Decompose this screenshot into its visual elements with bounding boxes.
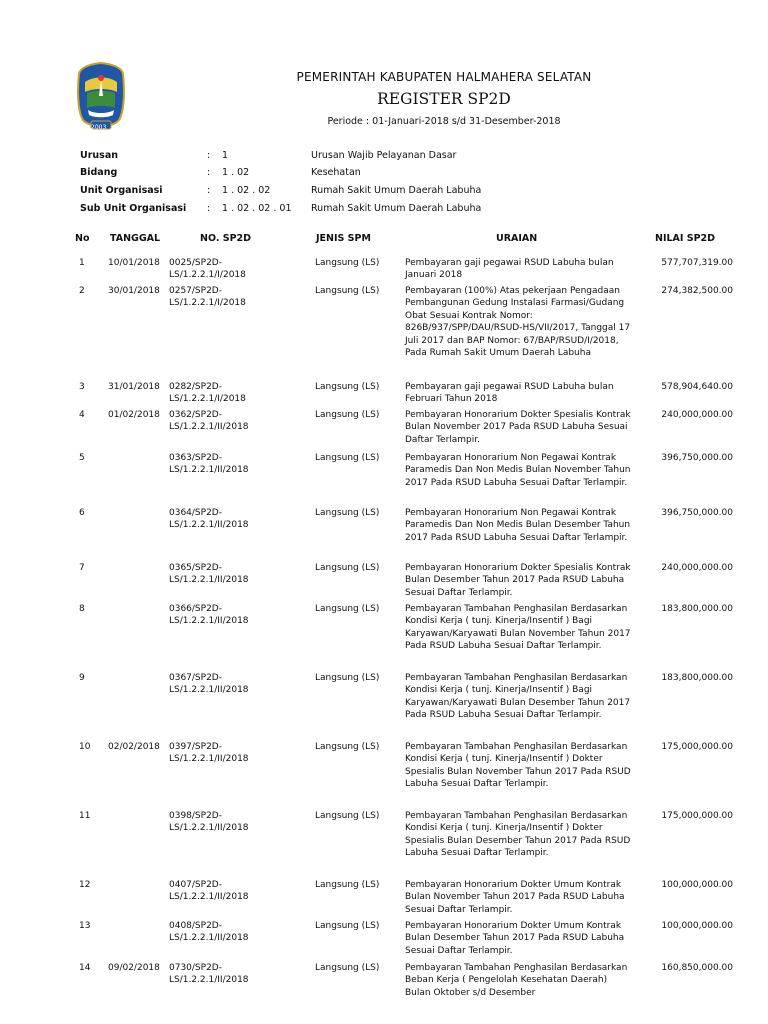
row-amount: 183,800,000.00	[661, 604, 733, 614]
row-amount: 100,000,000.00	[661, 880, 733, 890]
row-no: 6	[79, 508, 85, 518]
row-amount: 240,000,000.00	[661, 563, 733, 573]
row-description: Pembayaran Honorarium Dokter Spesialis Kontrak Bulan November 2017 Pada RSUD Labuha Sesuai Daftar Terlampir.	[405, 410, 631, 445]
emblem-year-caption: 2003	[91, 124, 107, 131]
row-description: Pembayaran Tambahan Penghasilan Berdasarkan Kondisi Kerja ( tunj. Kinerja/Insentif ) Dokter Spesialis Bulan November Tahun 2017 Pada RSUD Labuha Sesuai Daftar Terlampir.	[405, 742, 631, 790]
row-spm-type: Langsung (LS)	[315, 921, 380, 931]
row-description: Pembayaran Tambahan Penghasilan Berdasarkan Kondisi Kerja ( tunj. Kinerja/Insentif ) Bagi Karyawan/Karyawati Bulan November Tahun 2017 Pada RSUD Labuha Sesuai Daftar Terlampir.	[405, 604, 631, 652]
row-sp2d-number: 0363/SP2D-LS/1.2.2.1/II/2018	[169, 453, 249, 476]
row-no: 2	[79, 286, 85, 296]
row-spm-type: Langsung (LS)	[315, 963, 380, 973]
row-spm-type: Langsung (LS)	[315, 258, 380, 268]
row-description: Pembayaran Tambahan Penghasilan Berdasarkan Beban Kerja ( Pengelolah Kesehatan Daerah) Bulan Oktober s/d Desember	[405, 963, 628, 998]
row-description: Pembayaran Honorarium Dokter Umum Kontrak Bulan Desember Tahun 2017 Pada RSUD Labuha Sesuai Daftar Terlampir.	[405, 921, 625, 956]
row-spm-type: Langsung (LS)	[315, 453, 380, 463]
row-no: 3	[79, 382, 85, 392]
row-description: Pembayaran Honorarium Dokter Umum Kontrak Bulan November Tahun 2017 Pada RSUD Labuha Sesuai Daftar Terlampir.	[405, 880, 625, 915]
row-no: 8	[79, 604, 85, 614]
period-text: Periode : 01-Januari-2018 s/d 31-Desember-2018	[327, 116, 561, 127]
row-date: 09/02/2018	[108, 963, 160, 973]
row-description: Pembayaran Tambahan Penghasilan Berdasarkan Kondisi Kerja ( tunj. Kinerja/Insentif ) Bagi Karyawan/Karyawati Bulan Desember Tahun 2017 Pada RSUD Labuha Sesuai Daftar Terlampir.	[405, 673, 631, 721]
row-description: Pembayaran Honorarium Dokter Spesialis Kontrak Bulan Desember Tahun 2017 Pada RSUD Labuha Sesuai Daftar Terlampir.	[405, 563, 631, 598]
row-sp2d-number: 0397/SP2D-LS/1.2.2.1/II/2018	[169, 742, 249, 765]
column-header-uraian: URAIAN	[496, 233, 538, 244]
row-sp2d-number: 0364/SP2D-LS/1.2.2.1/II/2018	[169, 508, 249, 531]
row-spm-type: Langsung (LS)	[315, 673, 380, 683]
row-sp2d-number: 0398/SP2D-LS/1.2.2.1/II/2018	[169, 811, 249, 834]
row-sp2d-number: 0257/SP2D-LS/1.2.2.1/I/2018	[169, 286, 246, 309]
row-sp2d-number: 0366/SP2D-LS/1.2.2.1/II/2018	[169, 604, 249, 627]
row-amount: 100,000,000.00	[661, 921, 733, 931]
row-description: Pembayaran gaji pegawai RSUD Labuha bulan Januari 2018	[405, 258, 614, 281]
row-amount: 175,000,000.00	[661, 742, 733, 752]
column-header-nilai-sp2d: NILAI SP2D	[655, 233, 716, 244]
column-header-no-sp2d: NO. SP2D	[200, 233, 252, 244]
row-spm-type: Langsung (LS)	[315, 382, 380, 392]
row-no: 12	[79, 880, 91, 890]
row-no: 7	[79, 563, 85, 573]
row-amount: 160,850,000.00	[661, 963, 733, 973]
row-description: Pembayaran (100%) Atas pekerjaan Pengadaan Pembangunan Gedung Instalasi Farmasi/Gudang Obat Sesuai Kontrak Nomor: 826B/937/SPP/DAU/RSUD-HS/VII/2017, Tanggal 17 Juli 2017 dan BAP Nomor: 67/BAP/RSUD/I/2018, Pada Rumah Sakit Umum Daerah Labuha	[405, 286, 631, 359]
government-title: PEMERINTAH KABUPATEN HALMAHERA SELATAN	[296, 70, 592, 84]
row-spm-type: Langsung (LS)	[315, 880, 380, 890]
row-amount: 274,382,500.00	[661, 286, 733, 296]
row-amount: 577,707,319.00	[661, 258, 733, 268]
row-sp2d-number: 0408/SP2D-LS/1.2.2.1/II/2018	[169, 921, 249, 944]
row-no: 4	[79, 410, 85, 420]
row-description: Pembayaran Tambahan Penghasilan Berdasarkan Kondisi Kerja ( tunj. Kinerja/Insentif ) Dokter Spesialis Bulan Desember Tahun 2017 Pada RSUD Labuha Sesuai Daftar Terlampir.	[405, 811, 631, 859]
row-spm-type: Langsung (LS)	[315, 508, 380, 518]
row-sp2d-number: 0407/SP2D-LS/1.2.2.1/II/2018	[169, 880, 249, 903]
row-no: 11	[79, 811, 91, 821]
row-sp2d-number: 0025/SP2D-LS/1.2.2.1/I/2018	[169, 258, 246, 281]
row-description: Pembayaran Honorarium Non Pegawai Kontrak Paramedis Dan Non Medis Bulan November Tahun 2017 Pada RSUD Labuha Sesuai Daftar Terlampir.	[405, 453, 631, 488]
row-no: 10	[79, 742, 91, 752]
row-spm-type: Langsung (LS)	[315, 604, 380, 614]
row-amount: 578,904,640.00	[661, 382, 733, 392]
row-description: Pembayaran gaji pegawai RSUD Labuha bulan Februari Tahun 2018	[405, 382, 614, 405]
row-sp2d-number: 0362/SP2D-LS/1.2.2.1/II/2018	[169, 410, 249, 433]
row-sp2d-number: 0730/SP2D-LS/1.2.2.1/II/2018	[169, 963, 249, 986]
row-no: 13	[79, 921, 91, 931]
row-amount: 240,000,000.00	[661, 410, 733, 420]
column-header-no: No	[75, 233, 90, 244]
row-sp2d-number: 0282/SP2D-LS/1.2.2.1/I/2018	[169, 382, 246, 405]
row-date: 01/02/2018	[108, 410, 160, 420]
column-header-jenis-spm: JENIS SPM	[316, 233, 371, 244]
row-no: 9	[79, 673, 85, 683]
row-date: 31/01/2018	[108, 382, 160, 392]
row-sp2d-number: 0365/SP2D-LS/1.2.2.1/II/2018	[169, 563, 249, 586]
row-spm-type: Langsung (LS)	[315, 563, 380, 573]
row-amount: 175,000,000.00	[661, 811, 733, 821]
row-no: 14	[79, 963, 91, 973]
row-date: 02/02/2018	[108, 742, 160, 752]
row-amount: 396,750,000.00	[661, 453, 733, 463]
row-date: 30/01/2018	[108, 286, 160, 296]
row-date: 10/01/2018	[108, 258, 160, 268]
column-header-tanggal: TANGGAL	[110, 233, 161, 244]
row-description: Pembayaran Honorarium Non Pegawai Kontrak Paramedis Dan Non Medis Bulan Desember Tahun 2017 Pada RSUD Labuha Sesuai Daftar Terlampir.	[405, 508, 631, 543]
register-title: REGISTER SP2D	[377, 90, 511, 108]
row-spm-type: Langsung (LS)	[315, 742, 380, 752]
row-no: 1	[79, 258, 85, 268]
row-spm-type: Langsung (LS)	[315, 811, 380, 821]
row-amount: 396,750,000.00	[661, 508, 733, 518]
row-no: 5	[79, 453, 85, 463]
row-spm-type: Langsung (LS)	[315, 410, 380, 420]
row-spm-type: Langsung (LS)	[315, 286, 380, 296]
row-sp2d-number: 0367/SP2D-LS/1.2.2.1/II/2018	[169, 673, 249, 696]
row-amount: 183,800,000.00	[661, 673, 733, 683]
